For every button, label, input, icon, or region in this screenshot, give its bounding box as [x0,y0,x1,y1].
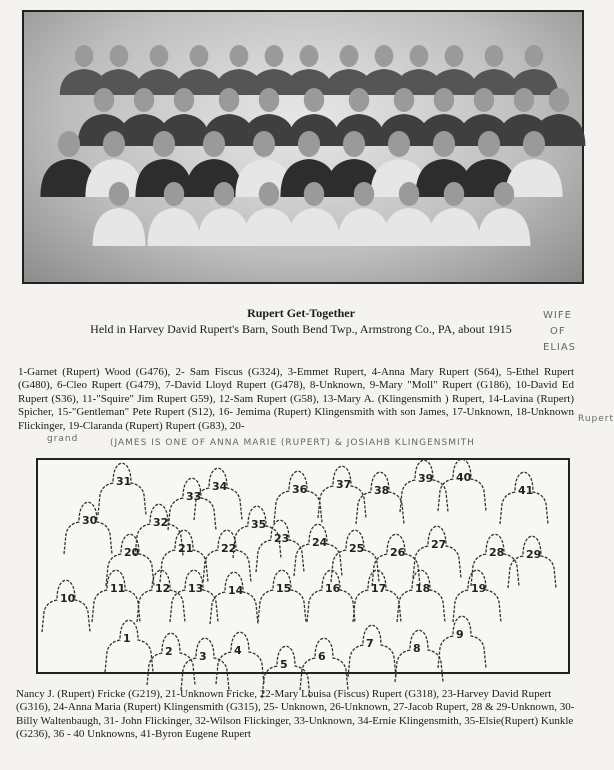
silhouette-outline [105,620,153,672]
photo-figure-head [259,182,279,206]
photo-figure-head [230,45,249,67]
figure-number: 22 [221,542,237,555]
group-photo [22,10,584,284]
figure-number: 32 [153,516,169,529]
caption-top: 1-Garnet (Rupert) Wood (G476), 2- Sam Fiscus (G324), 3-Emmet Rupert, 4-Anna Mary Rupert (S64), 5-Ethel Rupert (G480), 6-Cleo Rupert (G479), 7-David Lloyd Rupert (G478), 8-Unknown, 9-Mary "Moll" Rupert (G186), 10-David Ed Rupert (S36), 11-"Squire" Jim Rupert G59), 12-Sam Rupert (G58), 13-Mary A. (Klingensmith ) Rupert, 14-Lavina (Rupert) Spicher, 15-"Gentleman" Pete Rupert (S12), 16- Jemima (Rupert) Klingensmith with son James, 17-Unknown, 18-Unknown Flickinger, 19-Claranda (Rupert) Rupert (G83), 20- [18,366,574,432]
figure-number: 28 [489,546,505,559]
photo-figure-body [135,159,192,197]
silhouette-outline [438,459,486,511]
silhouette-outline [413,526,461,578]
figure-number: 23 [274,532,290,545]
silhouette-outline [500,472,548,524]
figure-number: 27 [431,538,447,551]
silhouette-outline [42,580,90,632]
photo-figure-head [485,45,504,67]
silhouette-outline [64,502,112,554]
figure-number: 31 [116,475,132,488]
figure-number: 35 [251,518,267,531]
photo-figure-head [134,88,154,112]
figure-number: 5 [280,658,288,671]
photo-figure-head [523,131,545,157]
figure-number: 17 [371,582,387,595]
photo-figure-head [190,45,209,67]
photo-figure-head [75,45,94,67]
silhouette-outline [471,534,519,586]
silhouette-outline [137,570,185,622]
silhouette-outline [147,633,195,685]
photo-figure-head [203,131,225,157]
figure-number: 1 [123,632,131,645]
figure-number: 26 [390,546,406,559]
figure-number: 6 [318,650,326,663]
silhouette-outline [356,472,404,524]
photo-figure-head [394,88,414,112]
figure-number: 4 [234,644,242,657]
figure-number: 9 [456,628,464,641]
figure-number: 15 [276,582,292,595]
figure-number: 12 [155,582,171,595]
photo-figure-body [288,208,341,246]
photo-figure-body [510,69,558,95]
photo-figure-body [185,159,242,197]
photo-figure-head [110,45,129,67]
photo-figure-head [349,88,369,112]
silhouette-outline [106,534,154,586]
figure-number: 41 [518,484,534,497]
photo-figure-body [383,208,436,246]
silhouette-outline [274,471,322,523]
silhouette-outline [318,466,366,518]
figure-number: 38 [374,484,390,497]
photo-figure-head [219,88,239,112]
photo-figure-head [150,45,169,67]
photo-figure-head [549,88,569,112]
handwritten-note-left: grand [47,434,79,444]
photo-figure-head [164,182,184,206]
figure-number: 33 [186,490,202,503]
silhouette-outline [438,616,486,668]
photo-figure-head [343,131,365,157]
identification-diagram [36,458,570,674]
photo-figure-body [338,208,391,246]
figure-number: 34 [212,480,228,493]
figure-number: 25 [349,542,365,555]
photo-figure-head [494,182,514,206]
photo-figure-head [214,182,234,206]
figure-number: 8 [413,642,421,655]
photo-figure-head [433,131,455,157]
figure-number: 3 [199,650,207,663]
figure-number: 11 [110,582,126,595]
silhouette-outline [294,524,342,576]
photo-figure-body [505,159,562,197]
figure-number: 39 [418,472,434,485]
photo-figure-head [300,45,319,67]
figure-number: 29 [526,548,542,561]
photo-figure-head [259,88,279,112]
figure-number: 18 [415,582,431,595]
photo-figure-head [304,88,324,112]
photo-figure-body [93,208,146,246]
silhouette-outline [353,570,401,622]
photo-figure-head [525,45,544,67]
photo-figure-body [478,208,531,246]
photo-figure-head [298,131,320,157]
silhouette-outline [92,570,140,622]
silhouette-outline [453,570,501,622]
photo-figure-head [340,45,359,67]
silhouette-outline [135,504,183,556]
figure-number: 2 [165,645,173,658]
photo-figure-body [148,208,201,246]
photo-figure-head [354,182,374,206]
group-photo-people [24,12,582,282]
silhouette-outline [348,625,396,677]
figure-number: 7 [366,637,374,650]
figure-number: 19 [471,582,487,595]
handwritten-note-line3: ELIAS [543,342,577,353]
silhouette-outline [307,570,355,622]
handwritten-note-line1: WIFE [543,310,572,321]
photo-figure-body [428,208,481,246]
handwritten-note-bottom: (JAMES IS ONE OF ANNA MARIE (RUPERT) & JOSIAHB KLINGENSMITH [110,438,475,448]
figure-number: 16 [325,582,341,595]
silhouette-outline [395,630,443,682]
silhouette-outline [203,530,251,582]
figure-number: 20 [124,546,140,559]
silhouette-outline [181,638,229,690]
silhouette-outline [258,570,306,622]
silhouette-outline [400,460,448,512]
caption-bottom: Nancy J. (Rupert) Fricke (G219), 21-Unknown Fricke, 22-Mary Louisa (Fiscus) Rupert (G318), 23-Harvey David Rupert (G316), 24-Anna Maria (Rupert) Klingensmith (G315), 25- Unknown, 26-Unknown, 27-Jacob Rupert, 28 & 29-Unknown, 30-Billy Waltenbaugh, 31- John Flickinger, 32-Wilson Flickinger, 33-Unknown, 34-Ernie Klingensmith, 35-Elsie(Rupert) Kunkle (G236), 36 - 40 Unknowns, 41-Byron Eugene Rupert [16,688,575,741]
photo-figure-head [388,131,410,157]
photo-figure-head [109,182,129,206]
silhouette-outline [98,463,146,515]
figure-number: 40 [456,471,472,484]
photo-figure-head [444,182,464,206]
photo-figure-head [304,182,324,206]
photo-figure-head [58,131,80,157]
photo-figure-head [375,45,394,67]
photo-figure-head [174,88,194,112]
figure-number: 36 [292,483,308,496]
photo-figure-head [514,88,534,112]
figure-number: 24 [312,536,328,549]
figure-number: 30 [82,514,98,527]
silhouette-outline [397,570,445,622]
handwritten-note-side: Rupert [578,414,614,424]
photo-figure-head [103,131,125,157]
photo-figure-head [478,131,500,157]
photo-figure-head [399,182,419,206]
silhouette-outline [216,632,264,684]
photo-figure-head [474,88,494,112]
photo-figure-head [253,131,275,157]
photo-figure-head [410,45,429,67]
photo-figure-head [434,88,454,112]
figure-number: 14 [228,584,244,597]
photo-figure-body [243,208,296,246]
page-subtitle: Held in Harvey David Rupert's Barn, South Bend Twp., Armstrong Co., PA, about 1915 [90,322,512,336]
photo-figure-head [94,88,114,112]
figure-number: 37 [336,478,352,491]
photo-figure-head [153,131,175,157]
figure-number: 21 [178,542,194,555]
photo-figure-head [445,45,464,67]
photo-figure-head [265,45,284,67]
silhouette-outline [300,638,348,690]
handwritten-note-line2: OF [550,326,566,337]
page-title: Rupert Get-Together [247,306,355,320]
photo-figure-body [198,208,251,246]
figure-number: 13 [188,582,204,595]
figure-number: 10 [60,592,76,605]
